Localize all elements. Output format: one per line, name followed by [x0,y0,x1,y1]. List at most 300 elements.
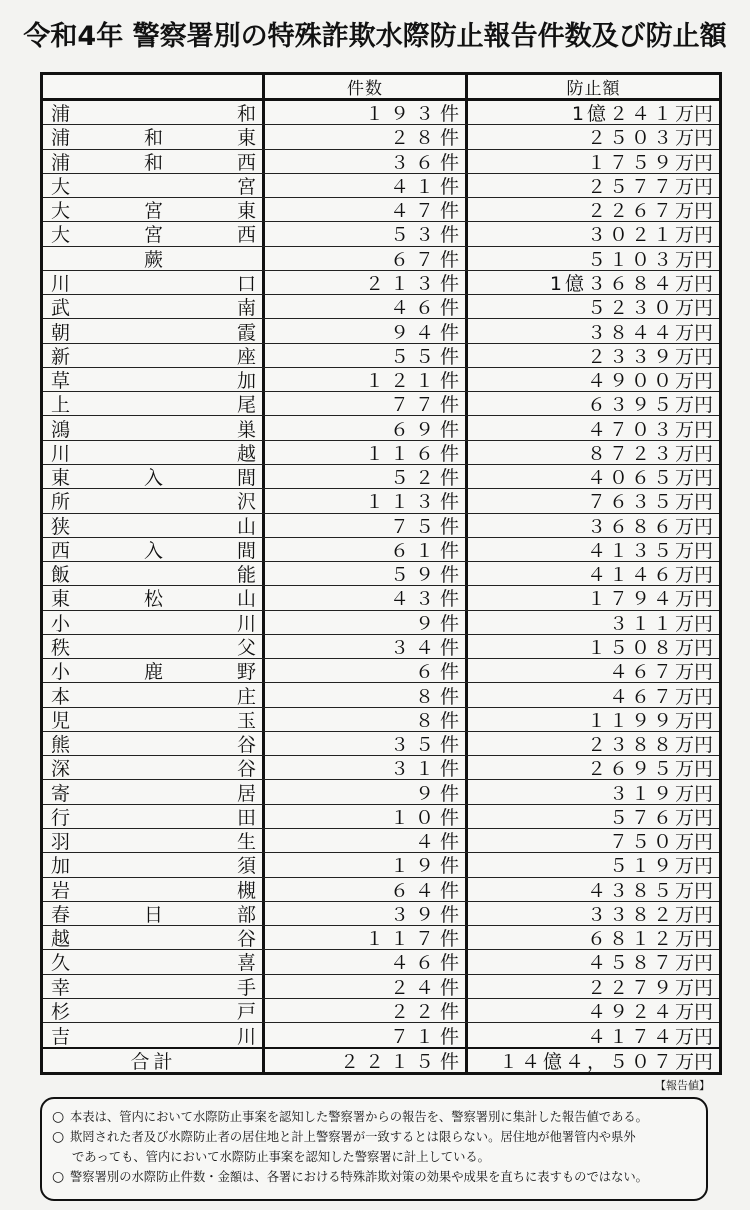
station-char: 日 [143,903,163,926]
amount-cell [468,198,719,221]
station-char: 和 [236,103,256,125]
amount-unit: 万円 [674,879,713,901]
count-value: ４７ [389,200,440,222]
amount-value: ４５８７ [586,952,675,974]
amount-unit: 万円 [674,370,713,392]
count-cell [265,344,468,367]
amount-cell [468,344,719,367]
count-unit: 件 [439,151,459,173]
station-name [43,635,265,658]
count-value: ３６ [389,151,440,173]
table-row [43,878,719,902]
amount-value: ３０２１ [586,224,675,246]
amount-cell [468,975,719,998]
header-amount: 防止額 [566,79,621,98]
table-row [43,368,719,392]
count-unit: 件 [439,175,459,198]
station-name [43,853,265,876]
station-char: 巣 [236,418,256,440]
total-count-unit: 件 [439,1051,459,1072]
amount-cell [468,489,719,512]
station-name [43,101,265,124]
amount-cell [468,829,719,852]
amount-cell [468,611,719,634]
amount-cell [468,562,719,585]
station-char: 新 [51,345,71,367]
count-cell [265,271,468,294]
count-unit: 件 [439,224,459,246]
count-value: ７５ [389,515,440,537]
station-char: 田 [236,806,256,828]
amount-cell [468,902,719,925]
station-char: 深 [51,758,71,780]
station-char: 浦 [51,127,71,149]
station-char: 谷 [236,928,256,950]
station-char: 野 [236,661,256,683]
count-value: １９ [389,855,440,877]
station-char: 熊 [51,734,71,756]
note-text: 警察署別の水際防止件数・金額は、各署における特殊詐欺対策の効果や成果を直ちに表すものではない。 [70,1170,648,1184]
station-name [43,416,265,439]
count-unit: 件 [439,248,459,270]
station-char: 須 [236,855,256,877]
count-cell [265,586,468,609]
count-unit: 件 [439,806,459,828]
table-row [43,392,719,416]
station-name [43,514,265,537]
table-row [43,295,719,319]
amount-value: ６８１２ [586,928,675,950]
table-row [43,441,719,465]
count-cell [265,101,468,124]
amount-unit: 万円 [674,321,713,343]
count-unit: 件 [439,394,459,416]
station-name [43,344,265,367]
station-table [40,72,722,1075]
count-unit: 件 [439,515,459,537]
count-value: ９４ [389,321,440,343]
count-cell [265,514,468,537]
count-unit: 件 [439,345,459,367]
station-char: 草 [51,370,71,392]
amount-unit: 万円 [674,273,713,295]
amount-value: ８７２３ [586,442,675,464]
count-value: ４３ [389,588,440,610]
station-name [43,926,265,949]
count-value: ６７ [389,248,440,270]
count-unit: 件 [439,442,459,464]
amount-value: １７９４ [586,588,675,610]
amount-value: ５７６ [608,806,675,828]
amount-value: ２５０３ [586,127,675,149]
count-cell [265,853,468,876]
count-cell [265,247,468,270]
amount-cell [468,683,719,706]
station-char: 所 [51,491,71,513]
station-char: 東 [51,467,71,489]
station-char: 東 [236,200,256,222]
count-value: ５２ [389,467,440,489]
amount-cell [468,295,719,318]
count-unit: 件 [439,855,459,877]
station-name [43,902,265,925]
amount-value: ２３８８ [586,734,675,756]
station-char: 川 [236,612,256,634]
amount-cell [468,780,719,803]
station-char: 上 [51,394,71,416]
table-header [43,75,719,101]
station-char: 越 [51,928,71,950]
total-count [265,1049,468,1071]
count-unit: 件 [439,1000,459,1023]
count-cell [265,319,468,342]
count-unit: 件 [439,928,459,950]
station-char: 東 [236,127,256,149]
count-cell [265,950,468,973]
station-name [43,950,265,973]
count-unit: 件 [439,297,459,319]
station-char: 宮 [236,175,256,198]
amount-unit: 万円 [674,952,713,974]
station-name [43,538,265,561]
amount-cell [468,368,719,391]
station-name [43,829,265,852]
amount-value: ２６９５ [586,758,675,780]
amount-unit: 万円 [674,345,713,367]
station-char: 口 [236,273,256,295]
count-unit: 件 [439,370,459,392]
count-unit: 件 [439,467,459,489]
station-name [43,780,265,803]
station-char: 間 [236,539,256,562]
station-char: 山 [236,515,256,537]
amount-unit: 万円 [674,855,713,877]
station-char: 部 [236,903,256,926]
count-cell [265,926,468,949]
count-cell [265,829,468,852]
amount-unit: 万円 [674,418,713,440]
table-row [43,902,719,926]
station-name [43,295,265,318]
amount-value: ４９００ [586,370,675,392]
station-char: 鹿 [143,661,163,683]
station-char: 久 [51,952,71,974]
count-cell [265,441,468,464]
count-unit: 件 [439,758,459,780]
station-char: 越 [236,442,256,464]
amount-unit: 万円 [674,539,713,562]
count-cell [265,174,468,197]
station-char: 児 [51,709,71,731]
count-unit: 件 [439,321,459,343]
station-char: 入 [143,467,163,489]
amount-value: ３６８６ [586,515,675,537]
table-row [43,1023,719,1047]
amount-unit: 万円 [674,1025,713,1048]
station-char: 行 [51,806,71,828]
station-char: 谷 [236,734,256,756]
station-name [43,441,265,464]
station-char: 南 [236,297,256,319]
count-unit: 件 [439,952,459,974]
station-name [43,368,265,391]
amount-cell [468,150,719,173]
count-cell [265,465,468,488]
amount-value: ５２３０ [586,297,675,319]
amount-unit: 万円 [674,612,713,634]
notes-box [40,1097,708,1201]
station-char: 蕨 [143,248,163,270]
station-char: 宮 [143,224,163,246]
bullet-mark: ○ [52,1109,65,1125]
count-cell [265,732,468,755]
count-cell [265,878,468,901]
station-char: 手 [236,976,256,998]
count-value: ５５ [389,345,440,367]
station-char: 幸 [51,976,71,998]
station-char: 東 [51,588,71,610]
table-row [43,174,719,198]
station-char: 小 [51,612,71,634]
count-cell [265,805,468,828]
station-name [43,174,265,197]
count-unit: 件 [439,103,459,125]
amount-value: 1億２４１ [571,103,675,125]
count-cell [265,198,468,221]
amount-value: ６３９５ [586,394,675,416]
amount-value: ４６７ [608,685,675,707]
station-char: 秩 [51,636,71,659]
station-name [43,392,265,415]
total-row [43,1047,719,1071]
amount-cell [468,1023,719,1047]
station-name [43,683,265,706]
station-char: 西 [236,224,256,246]
station-char: 川 [51,273,71,295]
count-unit: 件 [439,273,459,295]
station-char: 槻 [236,879,256,901]
count-unit: 件 [439,200,459,222]
total-label: 合計 [43,1049,265,1071]
table-row [43,416,719,440]
station-char: 杉 [51,1000,71,1023]
table-row [43,635,719,659]
count-value: ３９ [389,903,440,926]
station-char: 大 [51,200,71,222]
amount-unit: 万円 [674,103,713,125]
amount-value: ５１０３ [586,248,675,270]
station-char: 本 [51,685,71,707]
amount-value: ４０６５ [586,467,675,489]
table-row [43,683,719,707]
amount-unit: 万円 [674,903,713,926]
station-name [43,975,265,998]
station-name [43,222,265,245]
station-name [43,150,265,173]
amount-unit: 万円 [674,175,713,198]
amount-unit: 万円 [674,127,713,149]
amount-unit: 万円 [674,564,713,586]
count-cell [265,150,468,173]
amount-value: 1億３６８４ [549,273,675,295]
station-char: 山 [236,588,256,610]
table-row [43,829,719,853]
count-value: ５３ [389,224,440,246]
station-char: 岩 [51,879,71,901]
station-char: 羽 [51,831,71,853]
count-value: １２１ [364,370,440,392]
amount-cell [468,319,719,342]
station-char: 宮 [143,200,163,222]
count-value: ７７ [389,394,440,416]
header-count: 件数 [265,75,468,98]
count-unit: 件 [439,418,459,440]
amount-unit: 万円 [674,758,713,780]
amount-value: ４１３５ [586,539,675,562]
table-row [43,319,719,343]
amount-cell [468,441,719,464]
station-char: 加 [236,370,256,392]
amount-value: ３８４４ [586,321,675,343]
station-char: 谷 [236,758,256,780]
total-amount [468,1049,719,1071]
amount-unit: 万円 [674,442,713,464]
amount-unit: 万円 [674,976,713,998]
count-unit: 件 [439,636,459,659]
table-row [43,805,719,829]
station-char: 大 [51,224,71,246]
station-char: 小 [51,661,71,683]
amount-cell [468,999,719,1022]
amount-cell [468,465,719,488]
amount-cell [468,271,719,294]
table-row [43,708,719,732]
count-value: ７１ [389,1025,440,1048]
amount-value: ７６３５ [586,491,675,513]
amount-value: ２２７９ [586,976,675,998]
table-row [43,756,719,780]
note-line [52,1147,696,1167]
count-unit: 件 [439,588,459,610]
count-value: ３４ [389,636,440,659]
amount-unit: 万円 [674,661,713,683]
station-char: 浦 [51,151,71,173]
count-unit: 件 [439,734,459,756]
station-char: 武 [51,297,71,319]
table-row [43,780,719,804]
amount-cell [468,101,719,124]
station-name [43,198,265,221]
table-row [43,271,719,295]
station-char: 尾 [236,394,256,416]
station-char: 生 [236,831,256,853]
station-name [43,805,265,828]
amount-unit: 万円 [674,1000,713,1023]
table-row [43,247,719,271]
source-note: 【報告値】 [655,1079,710,1092]
table-row [43,489,719,513]
count-value: ２４ [389,976,440,998]
amount-value: １５０８ [586,636,675,659]
table-row [43,198,719,222]
table-row [43,344,719,368]
amount-value: ２３３９ [586,345,675,367]
amount-cell [468,514,719,537]
amount-value: ４１４６ [586,564,675,586]
count-unit: 件 [439,564,459,586]
station-char: 鴻 [51,418,71,440]
count-unit: 件 [439,903,459,926]
count-cell [265,611,468,634]
amount-unit: 万円 [674,685,713,707]
station-char: 川 [51,442,71,464]
amount-cell [468,659,719,682]
count-value: ９ [414,612,440,634]
count-unit: 件 [439,782,459,804]
station-name [43,465,265,488]
amount-unit: 万円 [674,491,713,513]
station-name [43,247,265,270]
page-title: 令和4年 警察署別の特殊詐欺水際防止報告件数及び防止額 [23,21,727,52]
amount-value: ４９２４ [586,1000,675,1023]
count-value: １０ [389,806,440,828]
table-row [43,853,719,877]
note-text: であっても、管内において水際防止事案を認知した警察署に計上している。 [72,1150,490,1164]
amount-unit: 万円 [674,831,713,853]
count-cell [265,635,468,658]
station-char: 朝 [51,321,71,343]
amount-cell [468,247,719,270]
note-line [52,1167,696,1187]
station-name [43,489,265,512]
count-value: ４１ [389,175,440,198]
total-amount-value: １４億４，５０７ [498,1051,675,1072]
station-char: 川 [236,1025,256,1048]
station-name [43,562,265,585]
table-row [43,926,719,950]
station-name [43,319,265,342]
count-unit: 件 [439,127,459,149]
station-char: 間 [236,467,256,489]
table-row [43,562,719,586]
count-unit: 件 [439,612,459,634]
count-unit: 件 [439,879,459,901]
station-char: 西 [236,151,256,173]
count-value: ９ [414,782,440,804]
amount-unit: 万円 [674,806,713,828]
bullet-mark: ○ [52,1129,65,1145]
table-row [43,125,719,149]
count-unit: 件 [439,709,459,731]
station-name [43,586,265,609]
amount-cell [468,878,719,901]
amount-cell [468,125,719,148]
count-value: ６ [414,661,440,683]
count-cell [265,222,468,245]
bullet-mark: ○ [52,1169,65,1185]
table-row [43,465,719,489]
amount-unit: 万円 [674,515,713,537]
table-row [43,975,719,999]
table-row [43,659,719,683]
table-row [43,150,719,174]
amount-cell [468,538,719,561]
count-cell [265,125,468,148]
count-cell [265,368,468,391]
station-name [43,1023,265,1047]
amount-value: ４７０３ [586,418,675,440]
count-value: ６９ [389,418,440,440]
